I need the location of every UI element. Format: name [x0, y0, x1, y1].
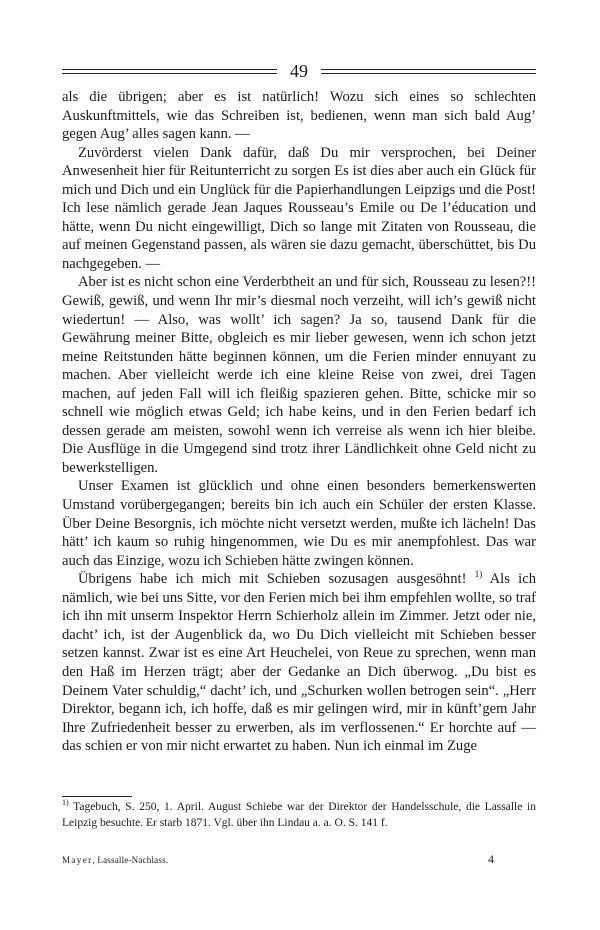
footnote-marker: 1) [62, 798, 69, 808]
signature-author: Mayer [62, 855, 93, 865]
paragraph-4: Unser Examen ist glücklich und ohne einen besonders bemerkenswerten Umstand vorübergegangen; bereits bin ich auch ein Schüler der ersten Klasse. Über Deine Besorgnis, ich möchte nicht versetzt werden, mußte ich lächeln! Das hätt’ ich kaum so ruhig hingenommen, wie Du es mir anempfohlest. Das war auch das Einzige, wozu ich Schieben hätte zwingen können. [62, 478, 536, 569]
page-number: 49 [290, 60, 308, 81]
header-rule-right [321, 69, 536, 74]
paragraph-3: Aber ist es nicht schon eine Verderbtheit an und für sich, Rousseau zu lesen?!! Gewiß, gewiß, und wenn Ihr mir’s diesmal noch verzeiht, will ich’s gewiß nicht wiedertun! — Also, was wollt’ ich sagen? Ja so, tausend Dank für die Gewährung meiner Bitte, obgleich es mir lieber gewesen, wenn ich schon jetzt meine Reitstunden hätte beginnen können, um die Ferien minder ennuyant zu machen. Aber vielleicht werde ich eine kleine Reise von zwei, drei Tagen machen, auf jeden Fall will ich fleißig spazieren gehen. Bitte, schicke mir so schnell wie möglich etwas Geld; ich habe keins, und in den Ferien bedarf ich dessen gerade am meisten, sowohl wenn ich verreise als wenn ich hier bleibe. Die Ausflüge in die Umgegend sind trotz ihrer Ländlichkeit ohne Geld nicht zu bewerkstelligen. [62, 274, 536, 476]
paragraph-2: Zuvörderst vielen Dank dafür, daß Du mir versprochen, bei Deiner Anwesenheit hier für Reitunterricht zu sorgen Es ist dies aber auch ein Glück für mich und Dich und ein Unglück für die Papierhandlungen Leipzigs und die Post! Ich lese nämlich gerade Jean Jaques Rousseau’s Emile ou De l’éducation und hätte, wenn Du nicht eingewilligt, Dich so lange mit Zitaten von Rousseau, die auf meinen Gegenstand passen, als wären sie dazu gemacht, überschüttet, bis Du nachgegeben. — [62, 144, 536, 272]
sheet-number: 4 [488, 852, 494, 866]
body-text [62, 88, 536, 756]
page-header [62, 60, 536, 82]
paragraph-5 [62, 570, 536, 755]
footnote-text: Tagebuch, S. 250, 1. April. August Schiebe war der Direktor der Handelsschule, die Lassalle in Leipzig besuchte. Er starb 1871. Vgl. über ihn Lindau a. a. O. S. 141 f. [62, 801, 536, 829]
paragraph-5-start: Übrigens habe ich mich mit Schieben sozusagen ausgesöhnt! [78, 571, 467, 588]
footnote [62, 799, 536, 831]
footnote-reference[interactable]: 1) [474, 569, 483, 580]
header-rule-left [62, 69, 277, 74]
printer-signature [62, 855, 168, 865]
page-footer [62, 852, 536, 867]
paragraph-5-rest: Als ich nämlich, wie bei uns Sitte, vor den Ferien mich bei ihm empfehlen wollte, so traf ich ihn mit unserm Inspektor Herrn Schierholz allein im Zimmer. Jetzt oder nie, dacht’ ich, ist der Augenblick da, wo Du Dich vielleicht mit Schieben besser setzen kannst. Zwar ist es eine Art Heuchelei, von Reue zu sprechen, wenn man den Haß im Herzen trägt; aber der Gedanke an Dich überwog. „Du bist es Deinem Vater schuldig,“ dacht’ ich, und „Schurken wollen betrogen sein“. „Herr Direktor, begann ich, ich hoffe, daß es mir gelingen wird, mir in künft’gem Jahr Ihre Zufriedenheit besser zu erwerben, als im verflossenen.“ Er horchte auf — das schien er von mir nicht erwartet zu haben. Nun ich einmal im Zuge [62, 571, 536, 755]
footnote-divider [62, 796, 132, 797]
signature-title: , Lassalle-Nachlass. [92, 855, 169, 865]
paragraph-1: als die übrigen; aber es ist natürlich! Wozu sich eines so schlechten Auskunftmittels, wie das Schreiben ist, bedienen, wenn man sich bald Aug’ gegen Aug’ alles sagen kann. — [62, 89, 536, 143]
